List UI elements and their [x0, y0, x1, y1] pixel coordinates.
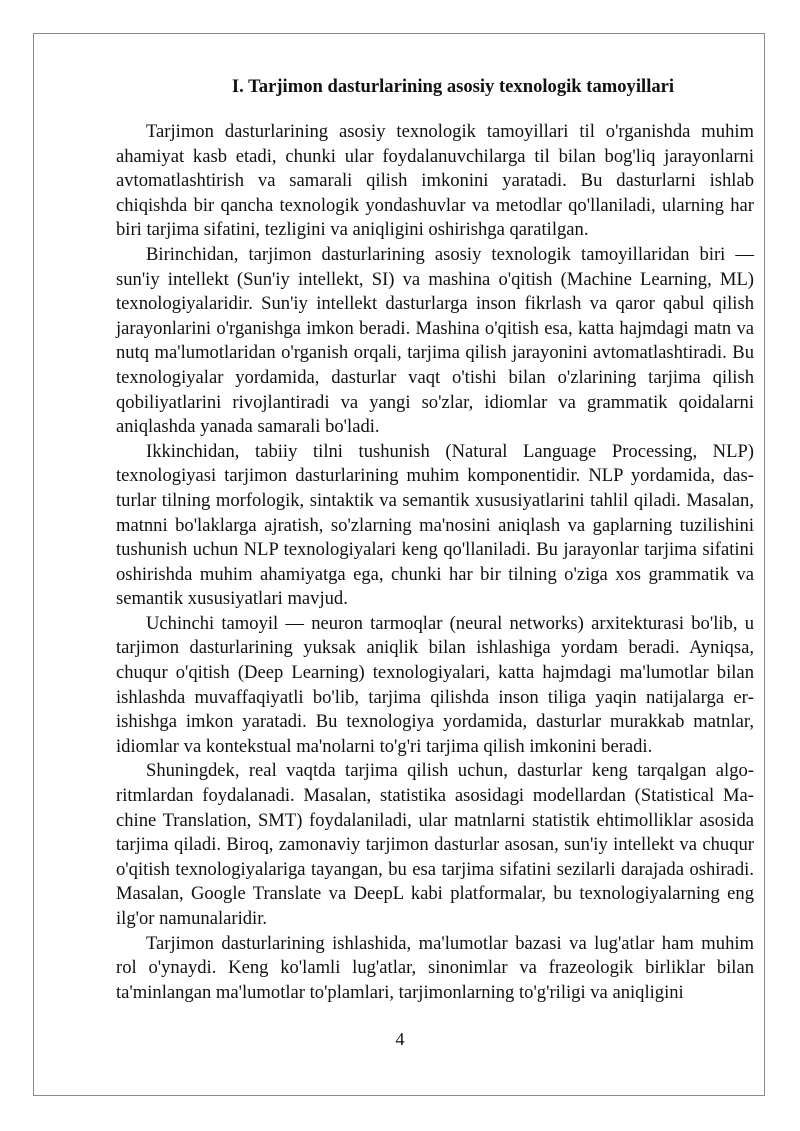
paragraph-databases-dictionaries: Tarjimon dasturlarining ishlashida, ma'lumotlar bazasi va lug'atlar ham muhim rol o'ynaydi. Keng ko'lamli lug'atlar, sinonimlar va frazeologik birliklar bilan ta'minlangan ma'lumotlar to'plamlari, tarjimonlarning to'g'riligi va aniqligini — [116, 932, 754, 1003]
paragraph-second-principle: Ikkinchidan, tabiiy tilni tushunish (Natural Language Processing, NLP) texnologiyasi tarjimon dasturlarining muhim komponentidir. NLP yordamida, dasturlar tilning morfologik, sintaktik va semantik xususiyatlarini tahlil qiladi. Masalan, matnni bo'laklarga ajratish, so'zlarning ma'nosini aniqlash va gaplarning tuzilishini tushunish uchun NLP texnologiyalari keng qo'llaniladi. Bu jarayonlar tarjima sifatini oshirishda muhim ahamiyatga ega, chunki har bir tilning o'ziga xos grammatik va semantik xususiyatlari mavjud. — [116, 440, 754, 610]
paragraph-real-time-translation: Shuningdek, real vaqtda tarjima qilish uchun, dasturlar keng tarqalgan algoritmlardan foydalanadi. Masalan, statistika asosidagi modellardan (Statistical Machine Translation, SMT) foydalaniladi, ular matnlarni statistik ehtimolliklar asosida tarjima qiladi. Biroq, zamonaviy tarjimon dasturlar asosan, sun'iy intellekt va chuqur o'qitish texnologiyalariga tayangan, bu esa tarjima sifatini sezilarli darajada oshiradi. Masalan, Google Translate va DeepL kabi platformalar, bu texnologiyalarning eng ilg'or namunalaridir. — [116, 760, 754, 929]
paragraph-third-principle: Uchinchi tamoyil — neuron tarmoqlar (neural networks) arxitekturasi bo'lib, u tarjimon dasturlarining yuksak aniqlik bilan ishlashiga yordam beradi. Ayniqsa, chuqur o'qitish (Deep Learning) texnologiyalari, katta hajmdagi ma'lumotlar bilan ishlashda muvaffaqiyatli bo'lib, tarjima qilishda inson tiliga yaqin natijalarga erishishga imkon yaratadi. Bu texnologiya yordamida, dasturlar murakkab matnlar, idiomlar va kontekstual ma'nolarni to'g'ri tarjima qilish imkonini beradi. — [116, 612, 754, 757]
paragraph-first-principle: Birinchidan, tarjimon dasturlarining asosiy texnologik tamoyillaridan biri — sun'iy intellekt (Sun'iy intellekt, SI) va mashina o'qitish (Machine Learning, ML) texnologiyalaridir. Sun'iy intellekt dasturlarga inson fikrlash va qaror qabul qilish jarayonlarini o'rganishga imkon beradi. Mashina o'qitish esa, katta hajmdagi matn va nutq ma'lumotlaridan o'rganish orqali, tarjima qilish jarayonini avtomatlashtiradi. Bu texnologiyalar yordamida, dasturlar vaqt o'tishi bilan o'zlarining tarjima qilish qobiliyatlarini rivojlantiradi va yangi so'zlar, idiomlar va grammatik qoidalarni aniqlashda yanada samarali bo'ladi. — [116, 243, 754, 438]
paragraph-intro: Tarjimon dasturlarining asosiy texnologik tamoyillari til o'rganishda muhim ahamiyat kasb etadi, chunki ular foydalanuvchilarga til bilan bog'liq jarayonlarni avtomatlashtirish va samarali qilish imkonini yaratadi. Bu dasturlarni ishlab chiqishda bir qancha texnologik yondashuvlar va metodlar qo'llaniladi, ularning har biri tarjima sifatini, tezligini va aniqligini oshirishga qaratilgan. — [116, 121, 754, 241]
page-number: 4 — [395, 1029, 405, 1049]
document-body — [116, 74, 754, 1005]
section-heading: I. Tarjimon dasturlarining asosiy texnologik tamoyillari — [231, 76, 675, 97]
